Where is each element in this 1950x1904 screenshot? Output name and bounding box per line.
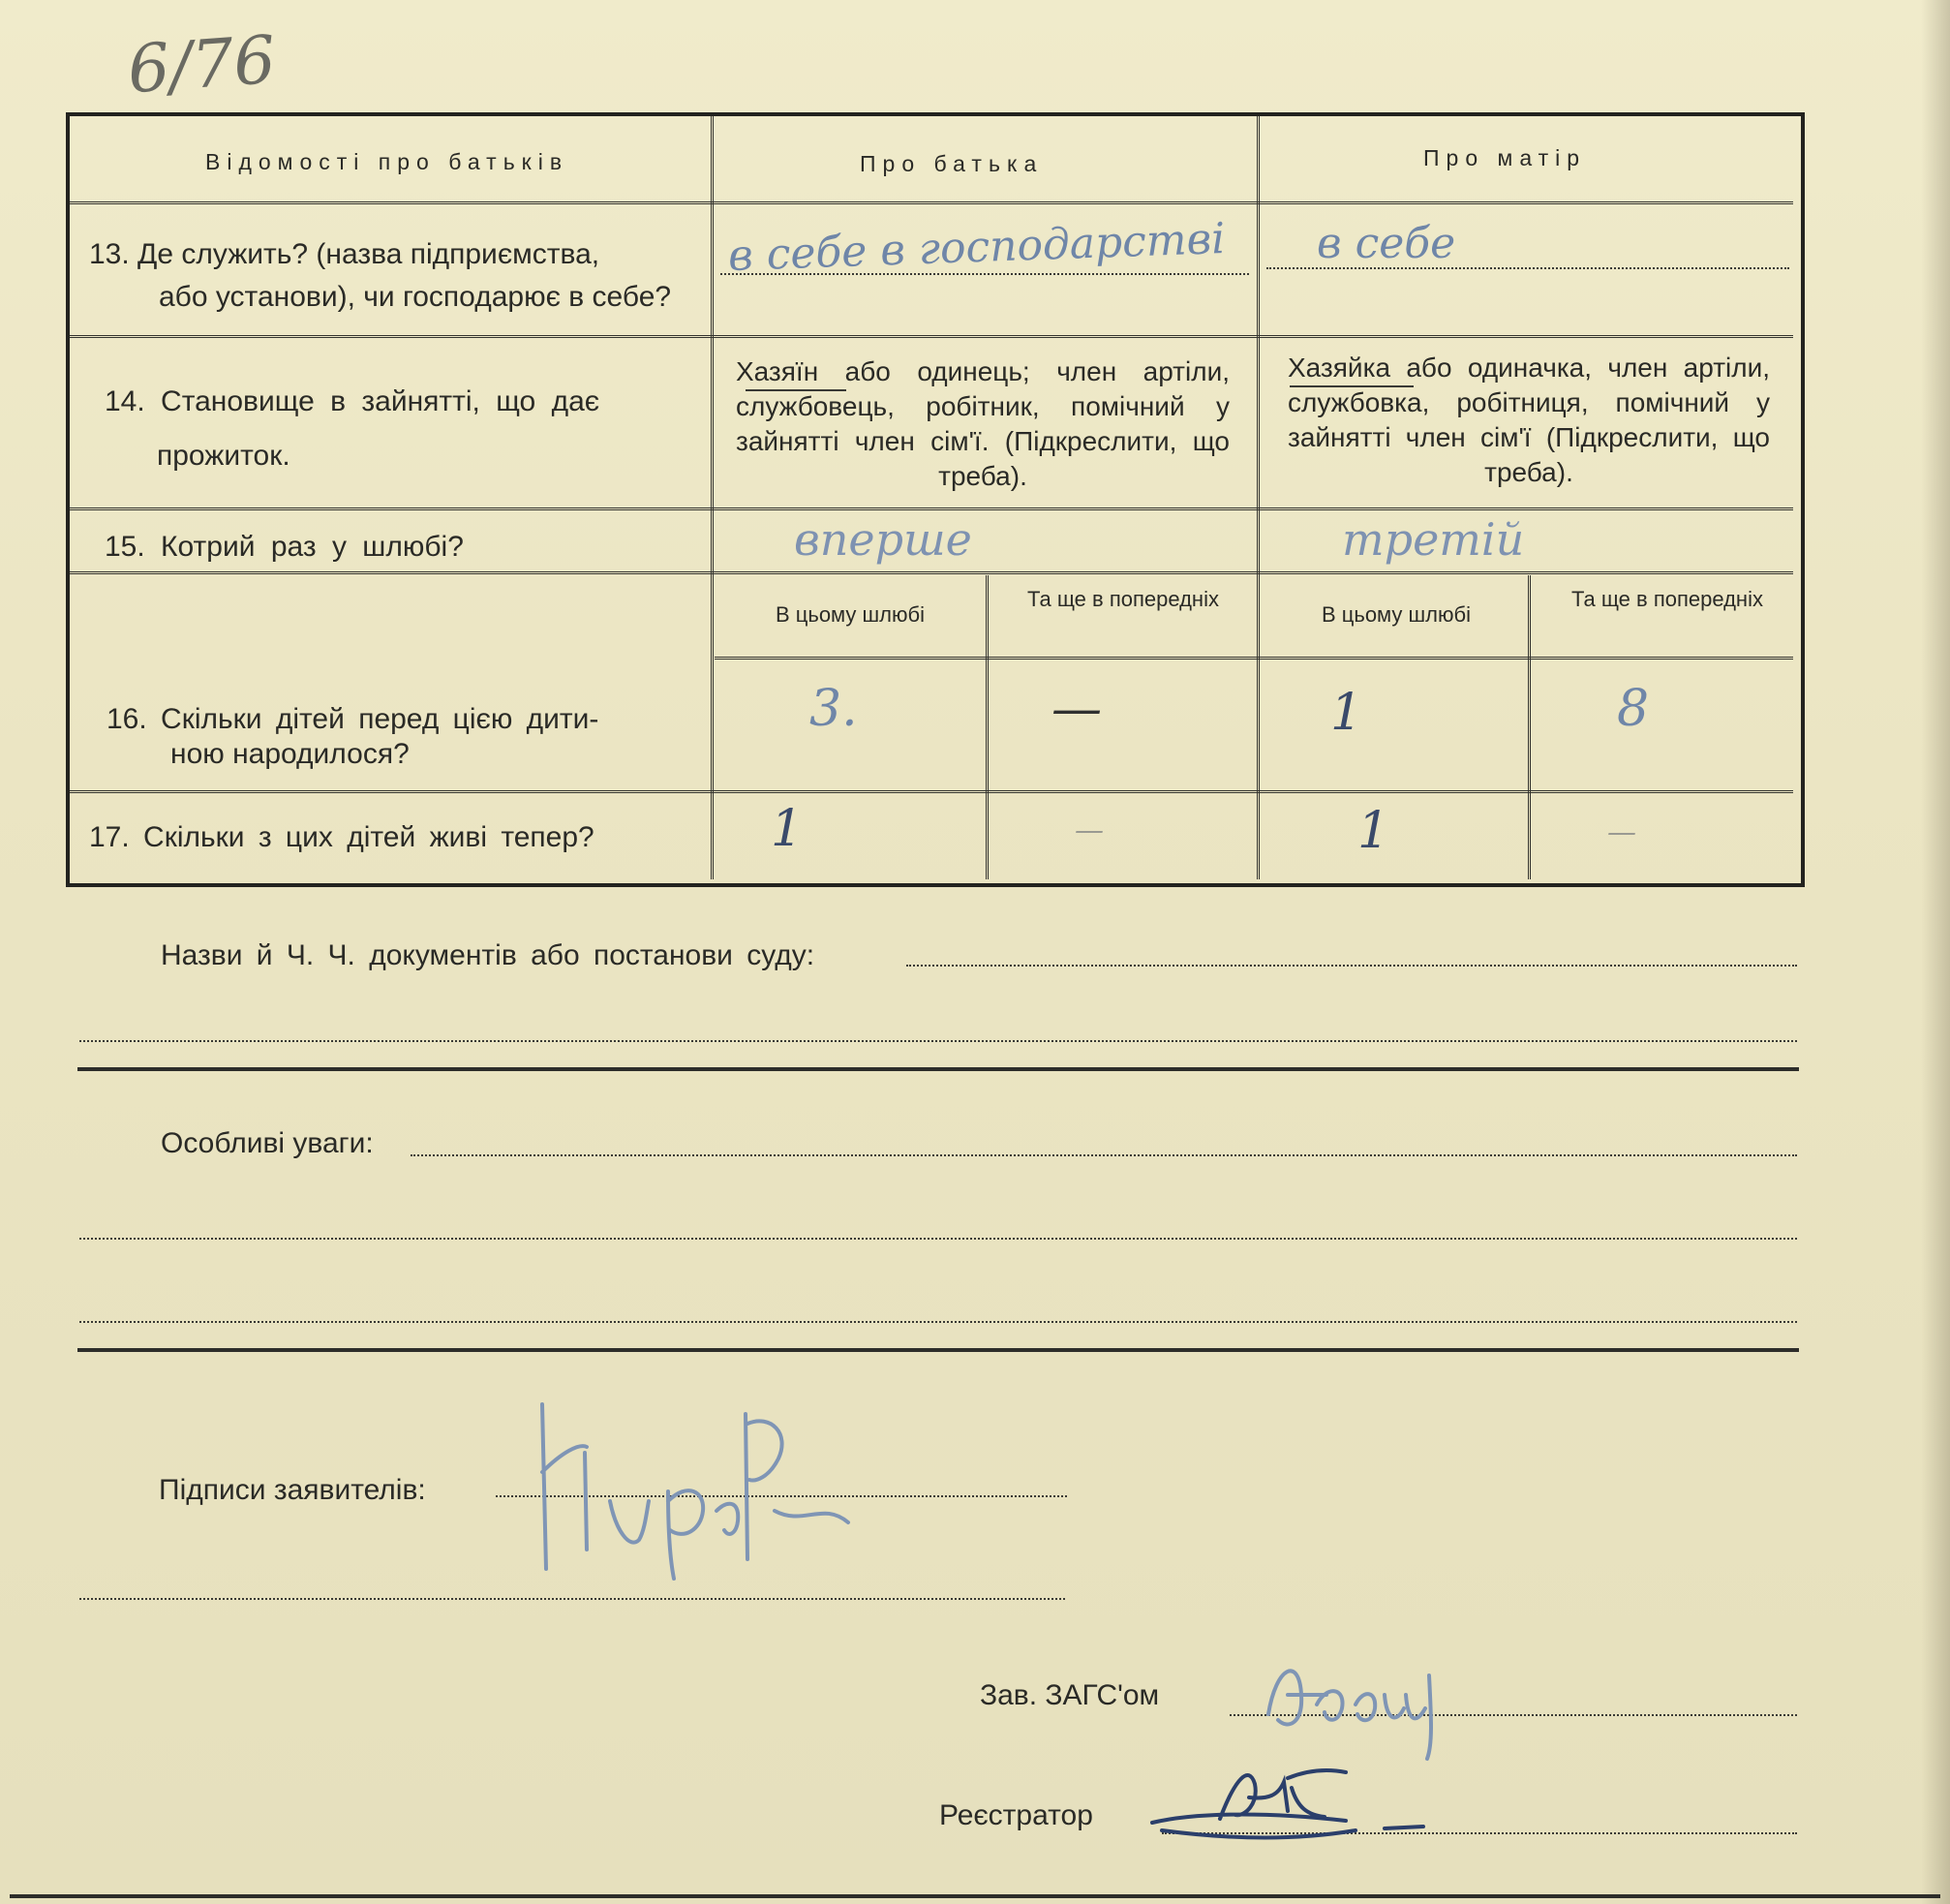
row16-father-subheader-previous: Та ще в попередніх bbox=[1027, 587, 1219, 611]
row16-father-previous: — bbox=[1051, 680, 1102, 738]
row17-mother-previous: — bbox=[1607, 815, 1636, 849]
zags-head-label: Зав. ЗАГС'ом bbox=[980, 1679, 1160, 1711]
remarks-line bbox=[79, 1321, 1797, 1323]
documents-line bbox=[79, 1040, 1797, 1042]
column-divider bbox=[711, 116, 714, 879]
row17-question: 17. Скільки з цих дітей живі тепер? bbox=[89, 821, 594, 853]
row-divider bbox=[70, 335, 1793, 338]
row16-father-subheader-this: В цьому шлюбі bbox=[775, 602, 926, 627]
header-about-father: Про батька bbox=[860, 151, 1044, 176]
documents-label: Назви й Ч. Ч. документів або постанови суду: bbox=[161, 939, 815, 971]
row-divider bbox=[70, 571, 1793, 574]
column-divider bbox=[1257, 116, 1260, 879]
column-divider bbox=[986, 575, 989, 879]
row-divider bbox=[715, 657, 1793, 660]
row16-mother-subheader-previous: Та ще в попередніх bbox=[1571, 587, 1763, 611]
row13-question-line2: або установи), чи господарює в себе? bbox=[159, 281, 672, 313]
row16-father-this: 3. bbox=[809, 680, 858, 738]
row15-father-answer: вперше bbox=[794, 513, 972, 566]
zags-head-signature bbox=[1249, 1637, 1501, 1767]
row15-question: 15. Котрий раз у шлюбі? bbox=[105, 531, 464, 563]
section-divider bbox=[77, 1348, 1799, 1352]
archive-number: 6/76 bbox=[125, 21, 279, 109]
row17-mother-this: 1 bbox=[1357, 802, 1390, 860]
row14-question-line2: прожиток. bbox=[157, 440, 290, 472]
remarks-line bbox=[79, 1238, 1797, 1240]
row14-question-line1: 14. Становище в зайнятті, що дає bbox=[105, 385, 600, 417]
header-parents-info: Відомості про батьків bbox=[205, 149, 569, 174]
row13-father-answer: в себе в господарстві bbox=[727, 214, 1227, 281]
applicants-signature bbox=[523, 1385, 871, 1603]
header-about-mother: Про матір bbox=[1423, 145, 1587, 170]
underline-owner-father bbox=[746, 389, 846, 391]
column-divider bbox=[1528, 575, 1531, 879]
row16-mother-this: 1 bbox=[1330, 684, 1363, 742]
row-divider bbox=[70, 790, 1793, 793]
page-bottom-rule bbox=[10, 1894, 1940, 1898]
underline-owner-mother bbox=[1290, 385, 1414, 387]
row14-mother-options: Хазяйка або одиначка, член артіли, службовка, робітниця, помічний у зайнятті член сім'ї (Підкреслити, що треба). bbox=[1288, 353, 1770, 487]
documents-line bbox=[906, 965, 1797, 967]
row13-question-line1: 13. Де служить? (назва підприємства, bbox=[89, 238, 600, 270]
row17-father-this: 1 bbox=[771, 800, 804, 858]
registrar-signature bbox=[1143, 1749, 1433, 1860]
row-divider bbox=[70, 507, 1793, 510]
page-edge-shadow bbox=[1921, 0, 1950, 1904]
row17-father-previous: — bbox=[1075, 814, 1104, 847]
remarks-label: Особливі уваги: bbox=[161, 1127, 374, 1159]
row16-mother-previous: 8 bbox=[1617, 680, 1650, 738]
row-divider bbox=[70, 201, 1793, 204]
section-divider bbox=[77, 1067, 1799, 1071]
remarks-line bbox=[411, 1154, 1797, 1156]
applicants-label: Підписи заявителів: bbox=[159, 1474, 426, 1506]
row16-question-line2: ною народилося? bbox=[170, 738, 410, 770]
row16-mother-subheader-this: В цьому шлюбі bbox=[1321, 602, 1472, 627]
row16-question-line1: 16. Скільки дітей перед цією дити- bbox=[107, 703, 599, 735]
row13-mother-answer: в себе bbox=[1317, 219, 1456, 268]
row15-mother-answer: третій bbox=[1342, 513, 1525, 566]
registrar-label: Реєстратор bbox=[939, 1799, 1093, 1831]
row14-father-options: Хазяїн або одинець; член артіли, службовець, робітник, помічний у зайнятті член сім'ї. (Підкреслити, що треба). bbox=[736, 356, 1230, 491]
